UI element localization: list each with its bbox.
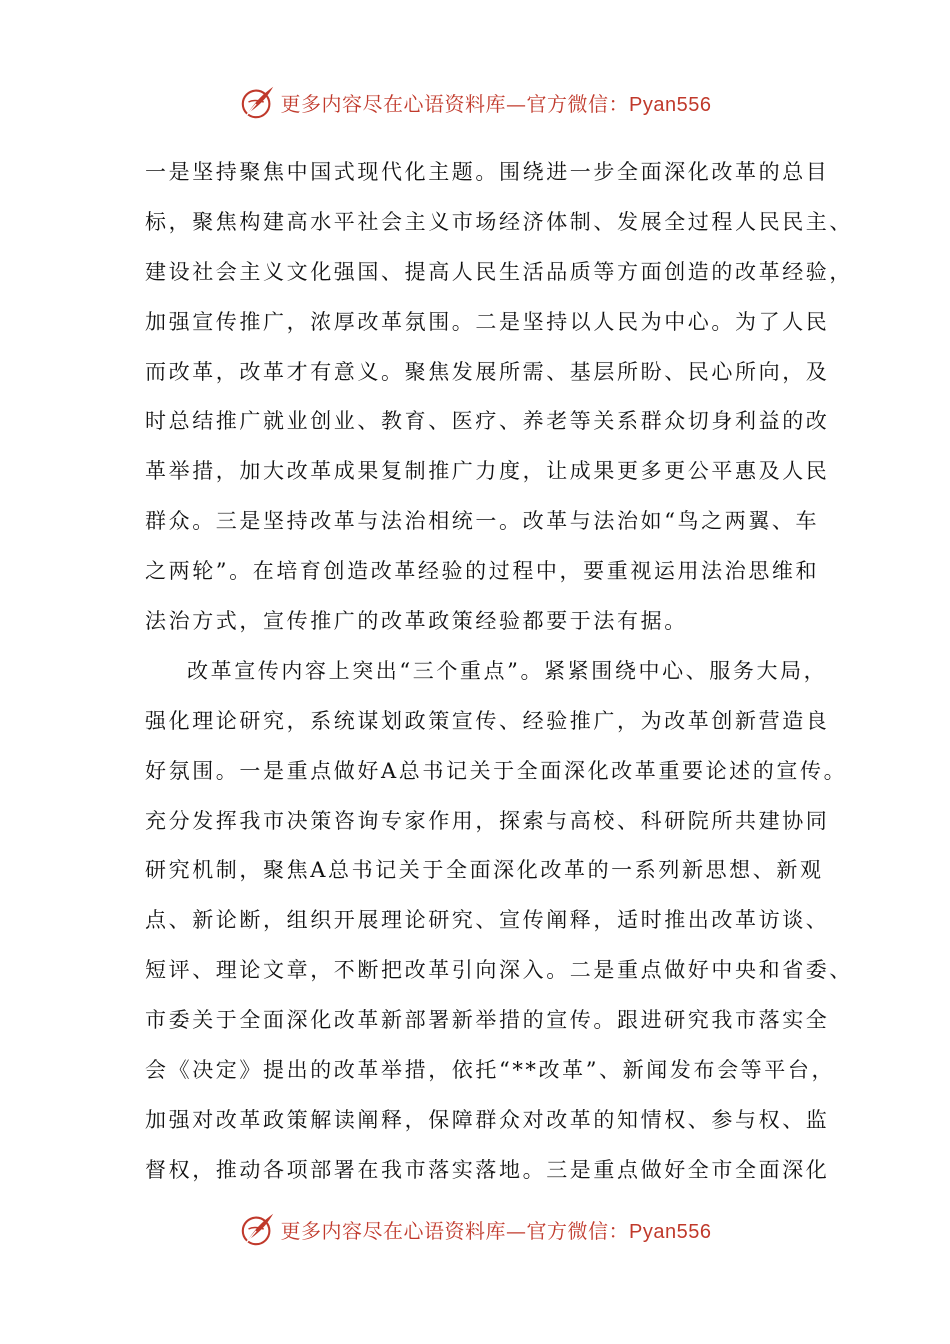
text-line: 充分发挥我市决策咨询专家作用，探索与高校、科研院所共建协同 — [145, 808, 830, 833]
paragraph-start-line: 改革宣传内容上突出“三个重点”。紧紧围绕中心、服务大局， — [187, 658, 828, 683]
text-line: 加强宣传推广，浓厚改革氛围。二是坚持以人民为中心。为了人民 — [145, 309, 830, 334]
text-line: 好氛围。一是重点做好A总书记关于全面深化改革重要论述的宣传。 — [145, 758, 848, 783]
text-line: 一是坚持聚焦中国式现代化主题。围绕进一步全面深化改革的总目 — [145, 160, 830, 184]
banner-text: 更多内容尽在心语资料库—官方微信：Pyan556 — [280, 1218, 712, 1243]
text-line: 研究机制，聚焦A总书记关于全面深化改革的一系列新思想、新观 — [145, 858, 824, 883]
text-line: 会《决定》提出的改革举措，依托“**改革”、新闻发布会等平台， — [145, 1058, 836, 1083]
text-line: 建设社会主义文化强国、提高人民生活品质等方面创造的改革经验， — [145, 259, 853, 284]
text-line: 法治方式，宣传推广的改革政策经验都要于法有据。 — [145, 609, 688, 634]
text-line: 强化理论研究，系统谋划政策宣传、经验推广，为改革创新营造良 — [145, 708, 830, 733]
text-line: 群众。三是坚持改革与法治相统一。改革与法治如“鸟之两翼、车 — [145, 509, 820, 534]
header-banner — [0, 82, 950, 122]
wechat-id: Pyan556 — [629, 1220, 712, 1243]
text-line: 市委关于全面深化改革新部署新举措的宣传。跟进研究我市落实全 — [145, 1008, 830, 1033]
document-body — [145, 148, 853, 1196]
text-line: 督权，推动各项部署在我市落实落地。三是重点做好全市全面深化 — [145, 1157, 830, 1182]
text-line: 标，聚焦构建高水平社会主义市场经济体制、发展全过程人民民主、 — [145, 209, 853, 234]
text-line: 而改革，改革才有意义。聚焦发展所需、基层所盼、民心所向，及 — [145, 359, 830, 384]
banner-text: 更多内容尽在心语资料库—官方微信：Pyan556 — [280, 91, 712, 116]
text-line: 之两轮”。在培育创造改革经验的过程中，要重视运用法治思维和 — [145, 559, 820, 584]
quill-pen-logo-icon — [239, 83, 277, 121]
footer-banner — [0, 1209, 950, 1249]
text-line: 革举措，加大改革成果复制推广力度，让成果更多更公平惠及人民 — [145, 459, 830, 484]
quill-pen-logo-icon — [239, 1210, 277, 1248]
wechat-id: Pyan556 — [629, 93, 712, 116]
text-line: 点、新论断，组织开展理论研究、宣传阐释，适时推出改革访谈、 — [145, 908, 830, 933]
text-line: 时总结推广就业创业、教育、医疗、养老等关系群众切身利益的改 — [145, 409, 830, 434]
text-line: 短评、理论文章，不断把改革引向深入。二是重点做好中央和省委、 — [145, 958, 853, 983]
text-line: 加强对改革政策解读阐释，保障群众对改革的知情权、参与权、监 — [145, 1107, 830, 1132]
